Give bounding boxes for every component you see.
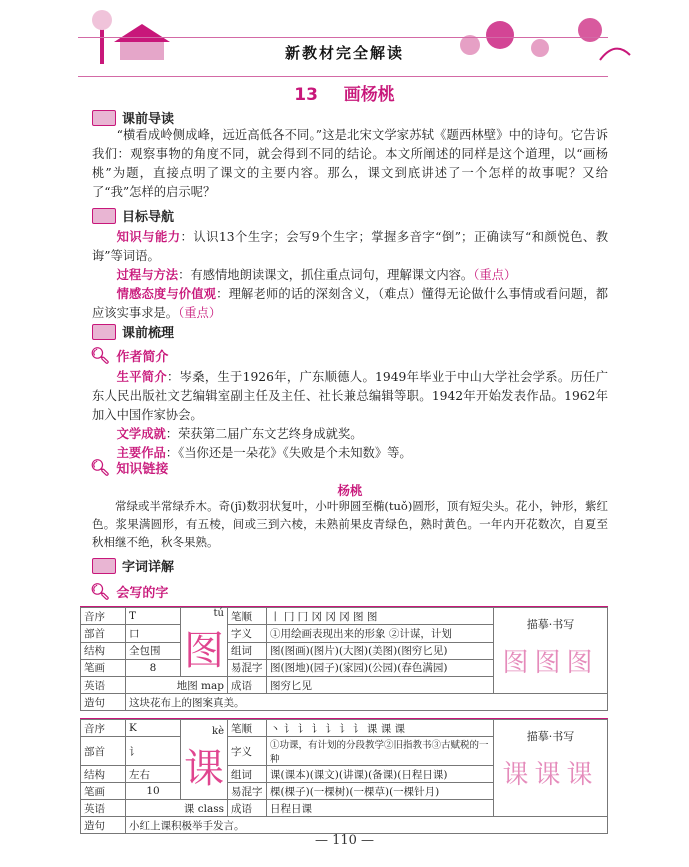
goals-list (92, 228, 608, 323)
words-heading-label: 字词详解 (122, 560, 175, 575)
author-item: 主要作品：《当你还是一朵花》《失败是个未知数》等。 (116, 446, 412, 460)
big-char: 图 (184, 628, 224, 674)
review-heading (92, 322, 174, 341)
link-text: 常绿或半常绿乔木。奇(jī)数羽状复叶，小叶卵圆至椭(tuǒ)圆形，顶有短尖头。花小，钟形，紫红色。浆果满圆形，有五棱，间或三到六棱，未熟前果皮青绿色，熟时黄色。一年内开花数次，自夏至秋相继不绝，秋冬果熟。 (92, 499, 608, 549)
page-number: — 110 — (314, 833, 375, 848)
magnifier-icon: 🔍︎ (90, 582, 111, 601)
write-heading-label: 会写的字 (116, 586, 169, 601)
author-heading-label: 作者简介 (116, 350, 169, 365)
lesson-name: 画杨桃 (343, 85, 395, 105)
lesson-title (0, 80, 689, 105)
review-heading-label: 课前梳理 (122, 326, 175, 341)
goal-item: 情感态度与价值观：理解老师的话的深刻含义，（难点）懂得无论做什么事情或看问题，都应该实事求是。（重点） (92, 287, 608, 320)
link-heading (90, 458, 168, 477)
author-heading (90, 346, 168, 365)
goal-item: 过程与方法：有感情地朗读课文，抓住重点词句，理解课文内容。（重点） (116, 268, 517, 282)
guide-heading-label: 课前导读 (122, 112, 175, 127)
goals-heading (92, 206, 174, 225)
lesson-number: 13 (294, 85, 318, 105)
author-item: 文学成就：荣获第二届广东文艺终身成就奖。 (116, 427, 363, 441)
words-heading (92, 556, 174, 575)
guide-text: “横看成岭侧成峰，远近高低各不同。”这是北宋文学家苏轼《题西林壁》中的诗句。它告诉我们：观察事物的角度不同，就会得到不同的结论。本文所阐述的同样是这个道理，以“画杨桃”为题，直接点明了课文的主要内容。那么，课文到底讲述了一个怎样的故事呢？又给了“我”怎样的启示呢？ (92, 128, 608, 199)
goal-icon (92, 208, 116, 224)
link-title: 杨桃 (337, 483, 363, 498)
author-list (92, 368, 608, 463)
link-heading-label: 知识链接 (116, 462, 169, 477)
goals-heading-label: 目标导航 (122, 210, 175, 225)
big-char: 课 (184, 745, 224, 792)
trace-chars: 图图图 (502, 648, 599, 678)
magnifier-icon: 🔍︎ (90, 458, 111, 477)
guide-heading (92, 108, 174, 127)
write-heading (90, 582, 168, 601)
words-icon (92, 558, 116, 574)
magnifier-icon: 🔍︎ (90, 346, 111, 365)
review-icon (92, 324, 116, 340)
book-icon (92, 110, 116, 126)
goal-item: 知识与能力：认识13个生字；会写9个生字；掌握多音字“倒”；正确读写“和颜悦色、教诲”等词语。 (92, 230, 608, 263)
trace-chars: 课课课 (502, 760, 599, 790)
author-item: 生平简介：岑桑，生于1926年，广东顺德人。1949年毕业于中山大学社会学系。历任广东人民出版社文艺编辑室副主任及主任、社长兼总编辑等职。1942年开始发表作品。1962年加入中国作家协会。 (92, 370, 608, 422)
char-card-tu: 音序 T tú 图 笔顺 丨 冂 冂 冈 冈 冈 图 图 描摹·书写 图图图 部首 口 字义 ①用绘画表现出来的形象 ②计谋，计划 结构 全包围 组词 图(图画)(图片)(大图)(美图)(图穷匕见) 笔画 8 易混字 图(图地)(园子)(家园)(公园)(春色满园) 英语 地图 map 成语 图穷匕见 造句 这块花布上的图案真美。 (80, 606, 608, 711)
header-title: 新教材完全解读 (284, 44, 404, 62)
char-card-ke: 音序 K kè 课 笔顺 丶 讠 讠 讠 讠 讠 讠 课 课 课 描摹·书写 课课课 部首 讠 字义 ①功课，有计划的分段教学②旧指教书③古赋税的一种 结构 左右 组词 课(课本)(课文)(讲课)(备课)(日程日课) 笔画 10 易混字 棵(棵子)(一棵树)(一棵草)(一棵针月) 英语 课 class 成语 日程日课 造句 小红上课积极举手发言。 (80, 718, 608, 834)
